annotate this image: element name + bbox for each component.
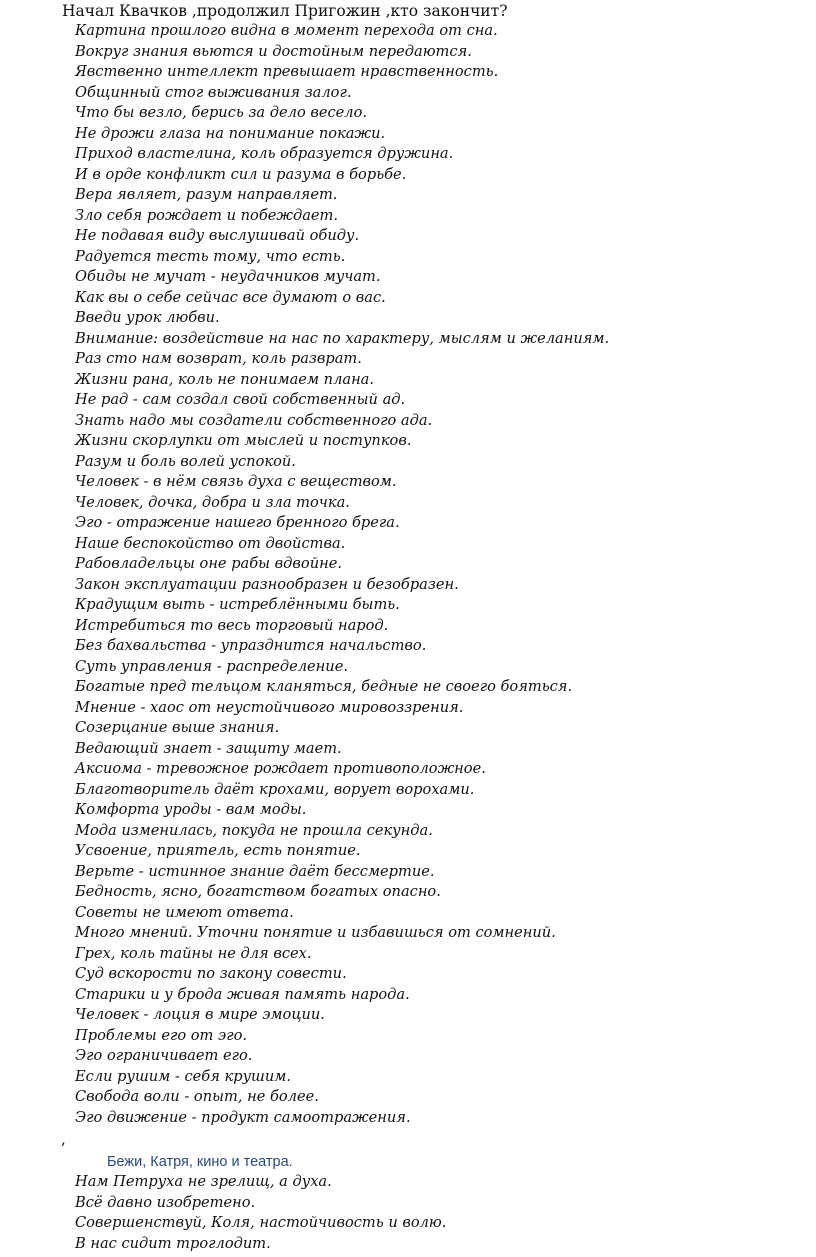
verse-line: Крадущим выть - истреблёнными быть. (75, 596, 400, 613)
verse-line: Усвоение, приятель, есть понятие. (75, 842, 361, 859)
verse-line: Суд вскорости по закону совести. (75, 965, 347, 982)
verse-line: Нам Петруха не зрелищ, а духа. (75, 1173, 332, 1190)
verse-line: Аксиома - тревожное рождает противоположное. (75, 760, 486, 777)
verse-line: Внимание: воздействие на нас по характеру, мыслям и желаниям. (75, 329, 610, 347)
verse-line: Что бы везло, берись за дело весело. (75, 104, 368, 121)
verse-line: Мнение - хаос от неустойчивого мировоззрения. (75, 698, 464, 716)
document-header-line: Начал Квачков ,продолжил Пригожин ,кто закончит? (62, 2, 508, 20)
verse-line: Не подавая виду выслушивай обиду. (75, 227, 360, 244)
verse-line: Созерцание выше знания. (75, 719, 280, 736)
verse-line: Бедность, ясно, богатством богатых опасно. (75, 883, 441, 900)
verse-line: Приход властелина, коль образуется дружина. (75, 145, 454, 162)
verse-line: Без бахвальства - упразднится начальство. (75, 637, 427, 654)
verse-line: Вера являет, разум направляет. (75, 186, 338, 203)
verse-line: Эго движение - продукт самоотражения. (75, 1108, 411, 1126)
separator-comma: , (61, 1130, 66, 1148)
subheading: Бежи, Катря, кино и театра. (107, 1154, 293, 1170)
verse-list-second (75, 1172, 446, 1254)
verse-line: Старики и у брода живая память народа. (75, 985, 410, 1003)
verse-line: Человек - лоция в мире эмоции. (75, 1006, 325, 1023)
verse-line: Человек - в нём связь духа с веществом. (75, 473, 397, 490)
verse-line: Мода изменилась, покуда не прошла секунда. (75, 821, 433, 839)
verse-line: Разум и боль волей успокой. (75, 452, 296, 470)
verse-line: Эго ограничивает его. (75, 1047, 253, 1064)
verse-line: Общинный стог выживания залог. (75, 83, 352, 101)
verse-line: Обиды не мучат - неудачников мучат. (75, 268, 381, 285)
verse-line: Человек, дочка, добра и зла точка. (75, 493, 350, 511)
verse-line: Не рад - сам создал свой собственный ад. (75, 391, 406, 408)
verse-line: Много мнений. Уточни понятие и избавишься от сомнений. (75, 924, 556, 941)
verse-line: Явственно интеллект превышает нравственность. (75, 63, 499, 80)
verse-line: Наше беспокойство от двойства. (75, 534, 346, 552)
verse-line: Знать надо мы создатели собственного ада. (75, 411, 433, 429)
verse-line: Комфорта уроды - вам моды. (75, 801, 307, 818)
verse-list (75, 21, 609, 1128)
verse-line: Как вы о себе сейчас все думают о вас. (75, 288, 386, 306)
verse-line: Зло себя рождает и побеждает. (75, 206, 339, 224)
verse-line: Советы не имеют ответа. (75, 903, 294, 921)
verse-line: Совершенствуй, Коля, настойчивость и волю. (75, 1214, 447, 1231)
verse-line: Радуется тесть тому, что есть. (75, 247, 346, 265)
verse-line: Благотворитель даёт крохами, ворует ворохами. (75, 780, 475, 798)
verse-line: Если рушим - себя крушим. (75, 1067, 291, 1085)
verse-line: Не дрожи глаза на понимание покажи. (75, 124, 386, 142)
verse-line: Суть управления - распределение. (75, 657, 348, 675)
verse-line: Проблемы его от эго. (75, 1026, 247, 1044)
verse-line: Вокруг знания вьются и достойным передаются. (75, 42, 472, 60)
verse-line: И в орде конфликт сил и разума в борьбе. (75, 165, 407, 183)
verse-line: Раз сто нам возврат, коль разврат. (75, 350, 362, 367)
verse-line: Верьте - истинное знание даёт бессмертие. (75, 862, 435, 880)
verse-line: Всё давно изобретено. (75, 1193, 256, 1211)
verse-line: Грех, коль тайны не для всех. (75, 944, 312, 962)
verse-line: Ведающий знает - защиту мает. (75, 739, 342, 757)
verse-line: Закон эксплуатации разнообразен и безобразен. (75, 575, 459, 593)
verse-line: Истребиться то весь торговый народ. (75, 616, 389, 634)
verse-line: Жизни рана, коль не понимаем плана. (75, 370, 375, 388)
verse-line: Эго - отражение нашего бренного брега. (75, 514, 400, 531)
verse-line: Жизни скорлупки от мыслей и поступков. (75, 432, 412, 449)
verse-line: Введи урок любви. (75, 309, 220, 326)
verse-line: Картина прошлого видна в момент перехода от сна. (75, 22, 498, 39)
verse-line: Рабовладельцы оне рабы вдвойне. (75, 555, 342, 572)
verse-line: В нас сидит троглодит. (75, 1234, 271, 1252)
verse-line: Богатые пред тельцом кланяться, бедные не своего бояться. (75, 678, 573, 695)
verse-line: Свобода воли - опыт, не более. (75, 1088, 319, 1105)
